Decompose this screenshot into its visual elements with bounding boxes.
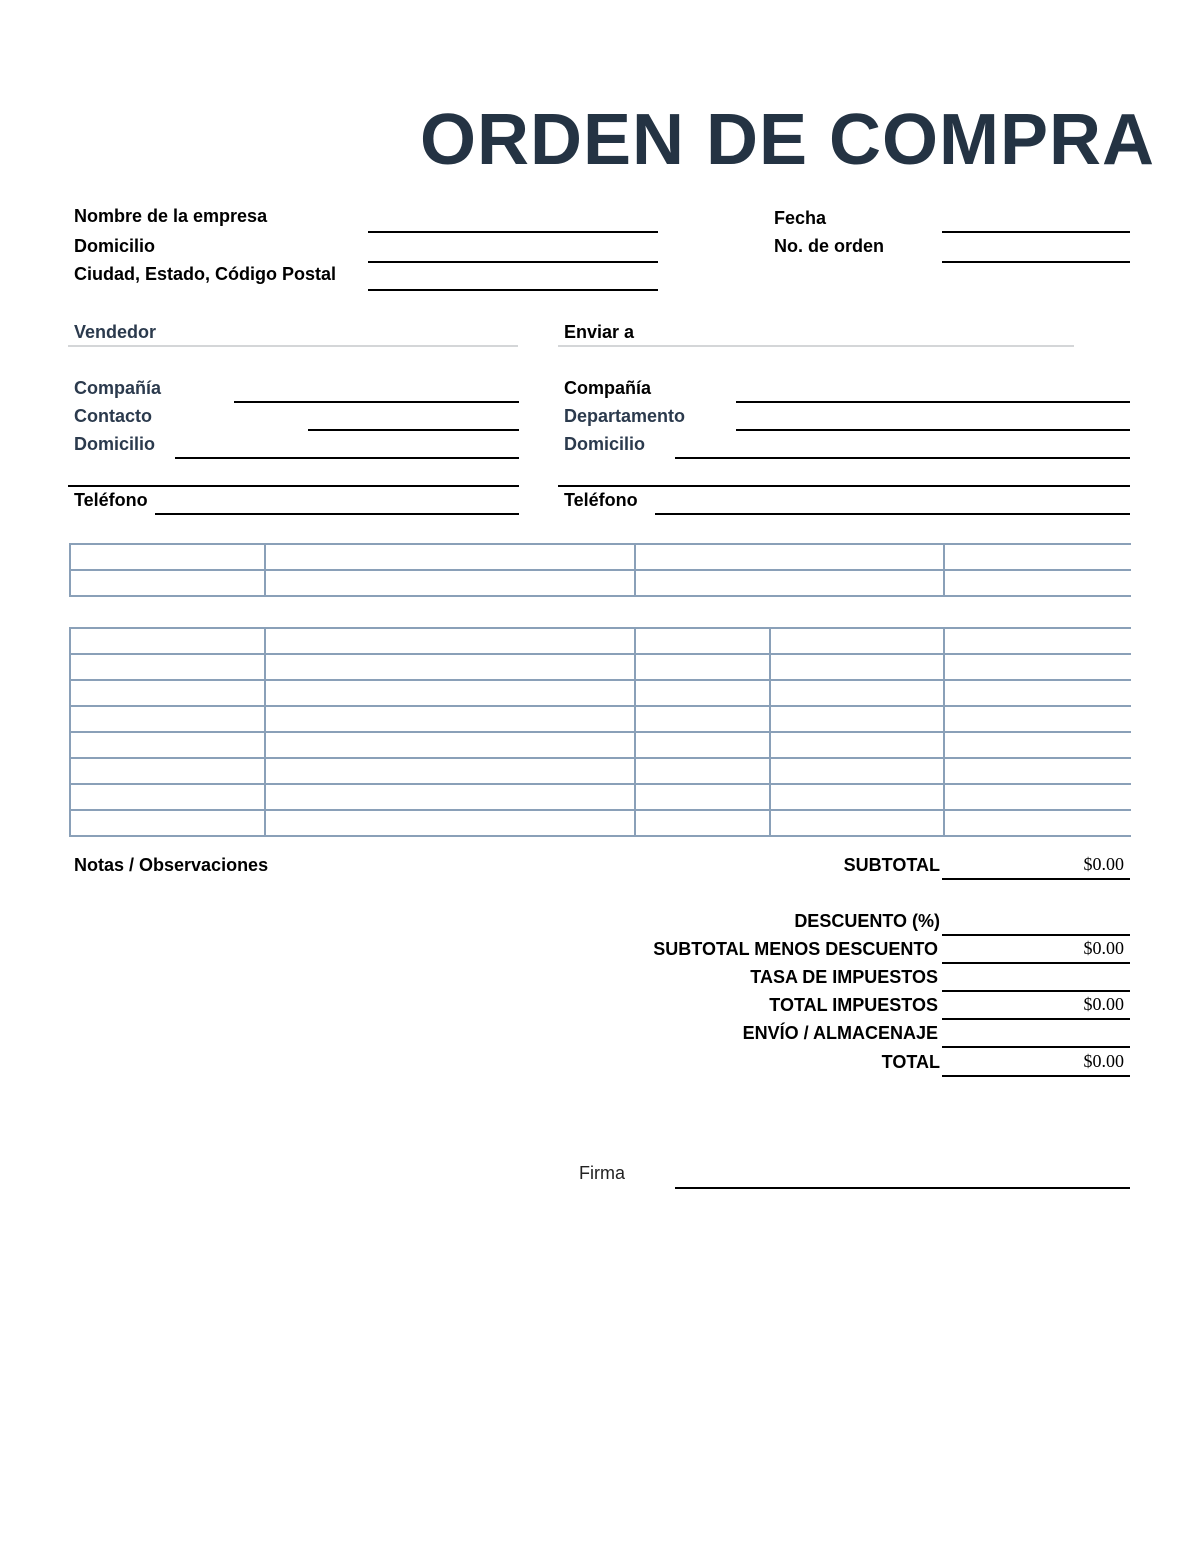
tax-total-line xyxy=(942,1018,1130,1020)
signature-label: Firma xyxy=(579,1163,625,1183)
vendor-contact-field[interactable] xyxy=(308,429,519,431)
table-cell[interactable] xyxy=(265,758,635,784)
table-cell[interactable] xyxy=(944,758,1131,784)
total-label: TOTAL xyxy=(881,1052,940,1072)
table-cell[interactable] xyxy=(265,732,635,758)
table-cell[interactable] xyxy=(70,784,265,810)
shipping-line xyxy=(942,1046,1130,1048)
vendor-address-field[interactable] xyxy=(175,457,519,459)
table-cell[interactable] xyxy=(265,810,635,836)
table-cell[interactable] xyxy=(770,732,944,758)
table-cell[interactable] xyxy=(944,570,1131,596)
tax-rate-label: TASA DE IMPUESTOS xyxy=(750,967,938,987)
table-cell[interactable] xyxy=(635,544,944,570)
discount-line xyxy=(942,934,1130,936)
table-row xyxy=(70,544,1131,570)
ship-phone-label: Teléfono xyxy=(564,490,638,510)
table-row xyxy=(70,784,1131,810)
table-cell[interactable] xyxy=(944,784,1131,810)
table-cell[interactable] xyxy=(770,654,944,680)
company-city-label: Ciudad, Estado, Código Postal xyxy=(74,264,337,284)
table-cell[interactable] xyxy=(770,680,944,706)
table-cell[interactable] xyxy=(70,654,265,680)
table-cell[interactable] xyxy=(265,570,635,596)
table-cell[interactable] xyxy=(635,706,770,732)
ship-address-field[interactable] xyxy=(675,457,1130,459)
ship-to-heading: Enviar a xyxy=(564,322,635,342)
order-number-label: No. de orden xyxy=(774,236,885,256)
vendor-contact-label: Contacto xyxy=(74,406,152,426)
total-line xyxy=(942,1075,1130,1077)
line-items-table xyxy=(69,627,1131,837)
company-city-field[interactable] xyxy=(368,289,658,291)
ship-to-divider xyxy=(558,345,1074,347)
ship-company-label: Compañía xyxy=(564,378,652,398)
subtotal-less-discount-value: $0.00 xyxy=(1083,938,1124,958)
document-title: ORDEN DE COMPRA xyxy=(420,100,1156,180)
vendor-company-field[interactable] xyxy=(234,401,519,403)
table-row xyxy=(70,810,1131,836)
ship-company-field[interactable] xyxy=(736,401,1130,403)
vendor-phone-field[interactable] xyxy=(155,513,519,515)
company-name-field[interactable] xyxy=(368,231,658,233)
table-cell[interactable] xyxy=(635,758,770,784)
table-cell[interactable] xyxy=(635,628,770,654)
ship-phone-field[interactable] xyxy=(655,513,1130,515)
table-cell[interactable] xyxy=(635,784,770,810)
subtotal-value: $0.00 xyxy=(1083,854,1124,874)
company-name-label: Nombre de la empresa xyxy=(74,206,268,226)
table-cell[interactable] xyxy=(635,810,770,836)
vendor-address-line-2[interactable] xyxy=(68,485,519,487)
order-number-field[interactable] xyxy=(942,261,1130,263)
table-cell[interactable] xyxy=(944,706,1131,732)
notes-label: Notas / Observaciones xyxy=(74,855,269,875)
table-row xyxy=(70,680,1131,706)
table-row xyxy=(70,628,1131,654)
table-cell[interactable] xyxy=(70,810,265,836)
total-value: $0.00 xyxy=(1083,1051,1124,1071)
table-cell[interactable] xyxy=(70,680,265,706)
tax-rate-line xyxy=(942,990,1130,992)
table-cell[interactable] xyxy=(770,784,944,810)
table-cell[interactable] xyxy=(944,732,1131,758)
table-cell[interactable] xyxy=(944,628,1131,654)
table-cell[interactable] xyxy=(70,570,265,596)
table-cell[interactable] xyxy=(770,628,944,654)
table-cell[interactable] xyxy=(265,784,635,810)
table-cell[interactable] xyxy=(70,628,265,654)
table-cell[interactable] xyxy=(944,544,1131,570)
signature-field[interactable] xyxy=(675,1187,1130,1189)
table-cell[interactable] xyxy=(635,680,770,706)
table-cell[interactable] xyxy=(265,706,635,732)
ship-department-field[interactable] xyxy=(736,429,1130,431)
table-cell[interactable] xyxy=(944,680,1131,706)
table-row xyxy=(70,570,1131,596)
vendor-company-label: Compañía xyxy=(74,378,162,398)
vendor-phone-label: Teléfono xyxy=(74,490,148,510)
table-row xyxy=(70,706,1131,732)
tax-total-value: $0.00 xyxy=(1083,994,1124,1014)
table-cell[interactable] xyxy=(770,758,944,784)
vendor-divider xyxy=(68,345,518,347)
vendor-heading: Vendedor xyxy=(74,322,157,342)
table-cell[interactable] xyxy=(265,680,635,706)
subtotal-label: SUBTOTAL xyxy=(843,855,940,875)
ship-address-line-2[interactable] xyxy=(558,485,1130,487)
shipping-label: ENVÍO / ALMACENAJE xyxy=(742,1023,938,1043)
table-cell[interactable] xyxy=(70,758,265,784)
subtotal-less-discount-line xyxy=(942,962,1130,964)
table-cell[interactable] xyxy=(635,654,770,680)
table-cell[interactable] xyxy=(265,654,635,680)
tax-total-label: TOTAL IMPUESTOS xyxy=(769,995,938,1015)
ship-address-label: Domicilio xyxy=(564,434,646,454)
table-cell[interactable] xyxy=(70,544,265,570)
company-address-label: Domicilio xyxy=(74,236,156,256)
table-cell[interactable] xyxy=(944,654,1131,680)
table-cell[interactable] xyxy=(265,544,635,570)
vendor-address-label: Domicilio xyxy=(74,434,156,454)
ship-department-label: Departamento xyxy=(564,406,686,426)
discount-label: DESCUENTO (%) xyxy=(794,911,940,931)
company-address-field[interactable] xyxy=(368,261,658,263)
table-row xyxy=(70,758,1131,784)
table-row xyxy=(70,732,1131,758)
table-cell[interactable] xyxy=(770,706,944,732)
subtotal-line xyxy=(942,878,1130,880)
date-label: Fecha xyxy=(774,208,827,228)
subtotal-less-discount-label: SUBTOTAL MENOS DESCUENTO xyxy=(653,939,938,959)
table-cell[interactable] xyxy=(770,810,944,836)
table-cell[interactable] xyxy=(635,732,770,758)
table-cell[interactable] xyxy=(265,628,635,654)
table-cell[interactable] xyxy=(635,570,944,596)
table-cell[interactable] xyxy=(70,732,265,758)
table-cell[interactable] xyxy=(70,706,265,732)
date-field[interactable] xyxy=(942,231,1130,233)
table-row xyxy=(70,654,1131,680)
shipping-info-table xyxy=(69,543,1131,597)
table-cell[interactable] xyxy=(944,810,1131,836)
